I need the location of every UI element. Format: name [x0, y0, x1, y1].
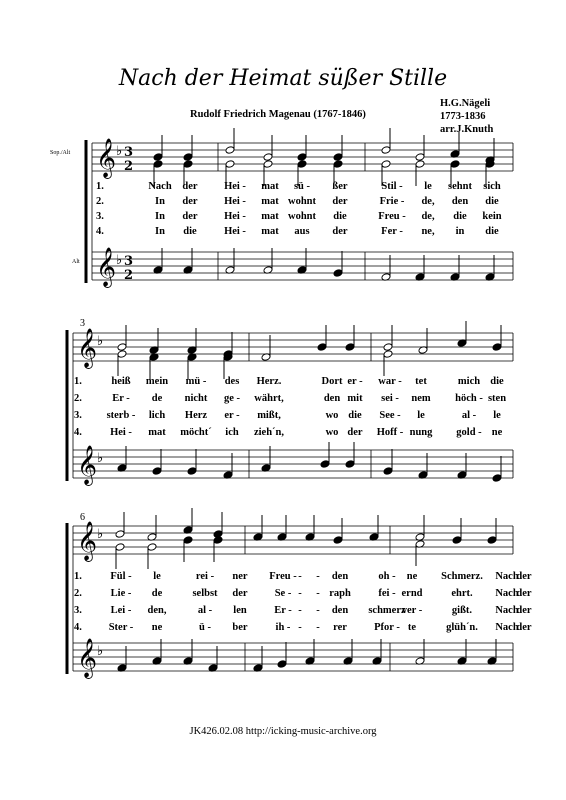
lyric-syllable: die — [183, 226, 197, 237]
verse-number: 3. — [74, 410, 82, 421]
lyric-syllable: le — [153, 571, 161, 582]
lyric-syllable: Ster - — [108, 622, 134, 633]
lyric-syllable: Freu - — [378, 211, 406, 222]
verse-number: 2. — [96, 196, 104, 207]
notehead — [187, 467, 197, 476]
lyric-syllable: den, — [147, 605, 167, 616]
footer-credit: JK426.02.08 http://icking-music-archive.org — [189, 726, 377, 737]
lyric-syllable: Herz — [184, 410, 208, 421]
lyric-syllable: mat — [148, 427, 166, 438]
lyric-syllable: rei - — [195, 571, 215, 582]
lyric-syllable: rer — [333, 622, 347, 633]
flat-icon: ♭ — [116, 253, 123, 268]
lyric-syllable: schmerz — [368, 605, 406, 616]
notehead — [183, 536, 193, 545]
lyric-syllable: ßer — [332, 181, 348, 192]
flat-icon: ♭ — [116, 144, 123, 159]
notehead — [333, 160, 343, 169]
measure-number-6: 6 — [80, 512, 85, 523]
lyric-syllable: Schmerz. — [441, 571, 483, 582]
notehead — [383, 467, 393, 476]
lyric-syllable: - — [298, 605, 302, 616]
verse-number: 4. — [74, 427, 82, 438]
notehead — [333, 536, 343, 545]
notehead — [183, 153, 193, 162]
notehead — [153, 153, 163, 162]
lyric-syllable: al - — [461, 410, 477, 421]
notehead — [333, 269, 343, 278]
notehead — [345, 460, 355, 469]
lyric-syllable: die — [348, 410, 362, 421]
notehead — [492, 474, 502, 483]
notehead — [277, 660, 287, 669]
lyric-syllable: mat — [261, 196, 279, 207]
lyric-syllable: er - — [224, 410, 240, 421]
lyric-syllable: - — [298, 571, 302, 582]
verse-number: 1. — [96, 181, 104, 192]
page-title: Nach der Heimat süßer Stille — [118, 66, 448, 91]
lyric-syllable: wo — [325, 427, 339, 438]
notehead — [452, 536, 462, 545]
lyric-syllable: mit — [347, 393, 363, 404]
lyric-syllable: ich — [225, 427, 239, 438]
lyric-syllable: al - — [197, 605, 213, 616]
notehead — [345, 343, 355, 352]
lyric-syllable: ne — [491, 427, 503, 438]
lyric-syllable: nung — [409, 427, 433, 438]
notehead — [147, 543, 157, 552]
flat-icon: ♭ — [97, 527, 104, 542]
lyric-syllable: ernd — [401, 588, 423, 599]
lyric-syllable: die — [453, 211, 467, 222]
lyric-syllable: Freu - — [269, 571, 297, 582]
notehead — [415, 160, 425, 169]
lyric-syllable: gißt. — [451, 605, 473, 616]
lyric-syllable: der — [232, 588, 248, 599]
treble-clef-icon: 𝄞 — [96, 247, 117, 287]
lyricist-credit: Rudolf Friedrich Magenau (1767-1846) — [190, 109, 366, 120]
lyric-syllable: wo — [325, 410, 339, 421]
lyric-syllable: ber — [232, 622, 248, 633]
lyric-syllable: - — [298, 588, 302, 599]
lyric-syllable: ver - — [401, 605, 423, 616]
lyric-syllable: Nach — [495, 622, 519, 633]
lyric-syllable: In — [155, 196, 165, 207]
measure-number-3: 3 — [80, 318, 85, 329]
verse-number: 1. — [74, 571, 82, 582]
lyric-syllable: wohnt — [287, 211, 317, 222]
lyric-syllable: der — [347, 427, 363, 438]
lyric-syllable: Er - — [274, 605, 292, 616]
time-signature-bottom: 2 — [124, 159, 134, 174]
time-signature-bottom: 2 — [124, 268, 134, 283]
lyric-syllable: raph — [329, 588, 351, 599]
lyric-syllable: de — [151, 393, 163, 404]
notehead — [117, 350, 127, 359]
lyric-syllable: Nach — [148, 181, 172, 192]
lyric-syllable: den — [331, 571, 349, 582]
verse-number: 4. — [74, 622, 82, 633]
notehead — [381, 146, 391, 155]
lyric-syllable: mißt, — [257, 410, 281, 421]
lyric-syllable: sten — [487, 393, 507, 404]
lyric-syllable: - — [316, 571, 320, 582]
lyric-syllable: ne — [406, 571, 418, 582]
lyric-syllable: Herz. — [256, 376, 282, 387]
notehead — [381, 160, 391, 169]
lyric-syllable: Nach — [495, 605, 519, 616]
lyric-syllable: kein — [482, 211, 502, 222]
lyric-syllable: Lie - — [110, 588, 132, 599]
treble-clef-icon: 𝄞 — [77, 445, 98, 485]
lyric-syllable: len — [233, 605, 247, 616]
lyric-syllable: Nach — [495, 588, 519, 599]
notehead — [117, 343, 127, 352]
notehead — [450, 160, 460, 169]
lyric-syllable: gold - — [456, 427, 482, 438]
lyric-syllable: Hei - — [224, 181, 246, 192]
lyric-syllable: ne — [151, 622, 163, 633]
lyric-syllable: er - — [347, 376, 363, 387]
notehead — [263, 160, 273, 169]
lyric-syllable: - — [316, 605, 320, 616]
lyric-syllable: - — [316, 622, 320, 633]
lyric-syllable: den — [323, 393, 341, 404]
lyric-syllable: sehnt — [448, 181, 472, 192]
lyric-syllable: den — [451, 196, 469, 207]
lyric-syllable: oh - — [378, 571, 396, 582]
lyric-syllable: zieh´n, — [253, 427, 285, 438]
lyric-syllable: Se - — [274, 588, 292, 599]
lyric-syllable: See - — [379, 410, 401, 421]
lyric-syllable: der — [182, 211, 198, 222]
notehead — [415, 153, 425, 162]
lyric-syllable: ehrt. — [451, 588, 473, 599]
composer-name: H.G.Nägeli — [440, 98, 491, 109]
lyric-syllable: der — [516, 588, 532, 599]
lyric-syllable: die — [485, 196, 499, 207]
lyric-syllable: der — [516, 605, 532, 616]
lyric-syllable: le — [493, 410, 501, 421]
notehead — [115, 530, 125, 539]
notehead — [183, 160, 193, 169]
flat-icon: ♭ — [97, 644, 104, 659]
notehead — [115, 543, 125, 552]
lyric-syllable: der — [332, 226, 348, 237]
lyric-syllable: Dort — [321, 376, 343, 387]
notehead — [225, 146, 235, 155]
lyric-syllable: mich — [457, 376, 481, 387]
verse-number: 1. — [74, 376, 82, 387]
lyric-syllable: Pfor - — [374, 622, 400, 633]
notehead — [383, 350, 393, 359]
lyric-syllable: de, — [421, 196, 435, 207]
treble-clef-icon: 𝄞 — [77, 638, 98, 678]
lyric-syllable: ü - — [199, 622, 211, 633]
lyric-syllable: nem — [411, 393, 431, 404]
lyric-syllable: ner — [232, 571, 248, 582]
lyric-syllable: Frie - — [379, 196, 405, 207]
lyric-syllable: heiß — [111, 376, 131, 387]
lyric-syllable: Nach — [495, 571, 519, 582]
notehead — [297, 153, 307, 162]
lyric-syllable: die — [490, 376, 504, 387]
notehead — [152, 467, 162, 476]
lyric-syllable: tet — [415, 376, 427, 387]
lyric-syllable: höch - — [455, 393, 483, 404]
lyric-syllable: der — [516, 622, 532, 633]
lyric-syllable: de, — [421, 211, 435, 222]
lyric-syllable: mat — [261, 181, 279, 192]
treble-clef-icon: 𝄞 — [77, 328, 98, 368]
lyric-syllable: Er - — [112, 393, 130, 404]
lyric-syllable: te — [407, 622, 417, 633]
lyric-syllable: Fül - — [110, 571, 132, 582]
lyric-syllable: des — [224, 376, 240, 387]
notehead — [153, 160, 163, 169]
flat-icon: ♭ — [97, 334, 104, 349]
lyric-syllable: lich — [148, 410, 166, 421]
lyric-syllable: - — [316, 588, 320, 599]
time-signature-top: 3 — [124, 254, 134, 269]
lyric-syllable: ih - — [275, 622, 291, 633]
lyric-syllable: Fer - — [381, 226, 403, 237]
lyric-syllable: glüh´n. — [446, 622, 478, 633]
lyric-syllable: mü - — [185, 376, 207, 387]
lyric-syllable: den — [331, 605, 349, 616]
notehead — [297, 160, 307, 169]
treble-clef-icon: 𝄞 — [96, 138, 117, 178]
lyric-syllable: mat — [261, 226, 279, 237]
lyric-syllable: Hei - — [224, 226, 246, 237]
lyric-syllable: de — [151, 588, 163, 599]
lyric-syllable: mein — [145, 376, 169, 387]
notehead — [317, 343, 327, 352]
composer-dates: 1773-1836 — [440, 111, 486, 122]
lyric-syllable: Hei - — [110, 427, 132, 438]
lyric-syllable: Hoff - — [376, 427, 404, 438]
lyric-syllable: nicht — [184, 393, 208, 404]
lyric-syllable: der — [182, 181, 198, 192]
lyric-syllable: Hei - — [224, 196, 246, 207]
lyric-syllable: In — [155, 211, 165, 222]
notehead — [492, 343, 502, 352]
lyric-syllable: sei - — [381, 393, 399, 404]
lyric-syllable: die — [485, 226, 499, 237]
notehead — [225, 160, 235, 169]
lyric-syllable: der — [332, 196, 348, 207]
notehead — [263, 153, 273, 162]
lyric-syllable: der — [182, 196, 198, 207]
lyric-syllable: selbst — [192, 588, 218, 599]
lyric-syllable: wohnt — [287, 196, 317, 207]
lyric-syllable: die — [333, 211, 347, 222]
lyric-syllable: möcht´ — [180, 427, 212, 438]
verse-number: 2. — [74, 393, 82, 404]
lyric-syllable: der — [516, 571, 532, 582]
lyric-syllable: sich — [483, 181, 501, 192]
lyric-syllable: Lei - — [110, 605, 132, 616]
lyric-syllable: sü - — [293, 181, 311, 192]
lyric-syllable: aus — [294, 226, 310, 237]
lyric-syllable: Stil - — [381, 181, 403, 192]
time-signature-top: 3 — [124, 145, 134, 160]
lyric-syllable: in — [455, 226, 465, 237]
notehead — [333, 153, 343, 162]
lyric-syllable: In — [155, 226, 165, 237]
notehead — [383, 343, 393, 352]
lyric-syllable: mat — [261, 211, 279, 222]
notehead — [487, 536, 497, 545]
lyric-syllable: Hei - — [224, 211, 246, 222]
lyric-syllable: le — [424, 181, 432, 192]
lyric-syllable: währt, — [254, 393, 284, 404]
lyric-syllable: war - — [378, 376, 402, 387]
verse-number: 2. — [74, 588, 82, 599]
treble-clef-icon: 𝄞 — [77, 521, 98, 561]
upper-staff-label: Sop./Alt — [50, 150, 71, 156]
notehead — [320, 460, 330, 469]
verse-number: 3. — [74, 605, 82, 616]
lower-staff-label: Alt — [72, 259, 80, 265]
lyric-syllable: sterb - — [106, 410, 136, 421]
verse-number: 3. — [96, 211, 104, 222]
verse-number: 4. — [96, 226, 104, 237]
lyric-syllable: ne, — [421, 226, 435, 237]
lyric-syllable: fei - — [378, 588, 396, 599]
lyric-syllable: le — [417, 410, 425, 421]
arranger-credit: arr.J.Knuth — [440, 124, 494, 135]
lyric-syllable: - — [298, 622, 302, 633]
lyric-syllable: ge - — [223, 393, 241, 404]
flat-icon: ♭ — [97, 451, 104, 466]
